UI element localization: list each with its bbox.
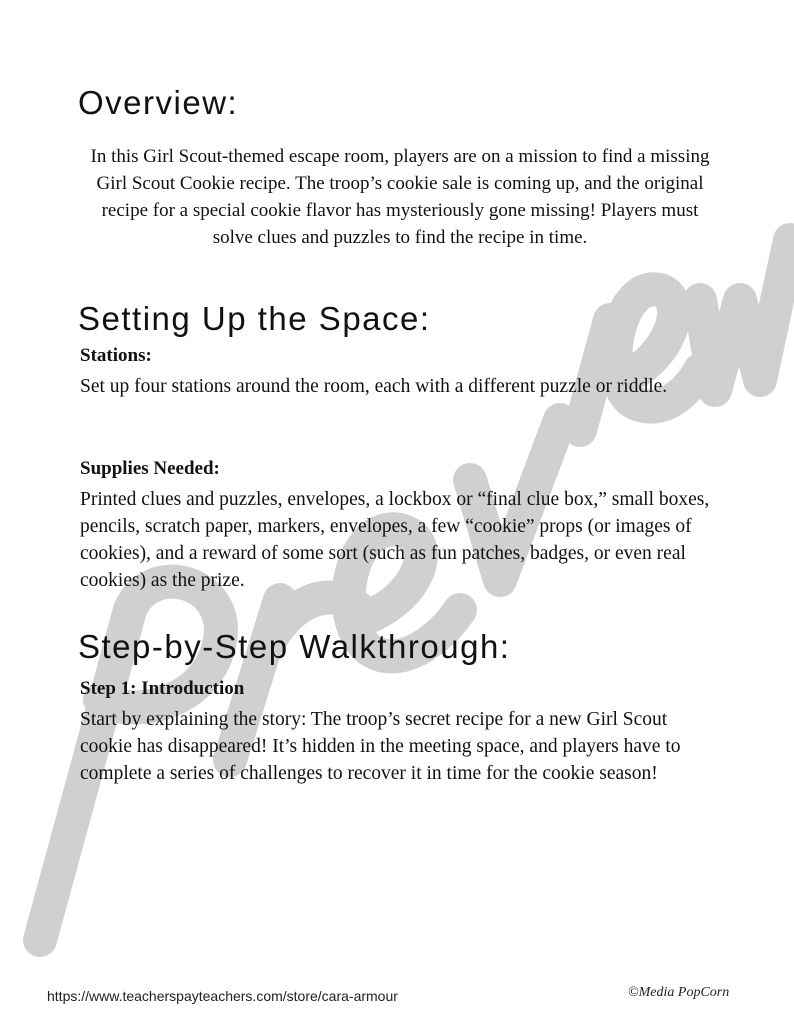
stations-text: Set up four stations around the room, each with a different puzzle or riddle. <box>80 376 668 397</box>
supplies-label: Supplies Needed: <box>80 458 220 479</box>
brand-logo: ©Media PopCorn <box>628 985 730 1000</box>
supplies-text: Printed clues and puzzles, envelopes, a lockbox or “final clue box,” small boxes, pencils, scratch paper, markers, envelopes, a few “cookie” props (or images of cookies), and a reward of some sort (such as fun patches, badges, or even real cookies) as the prize. <box>80 489 710 591</box>
overview-heading: Overview: <box>78 84 239 121</box>
step1-label: Step 1: Introduction <box>80 678 245 699</box>
walkthrough-heading: Step-by-Step Walkthrough: <box>78 628 511 665</box>
stations-label: Stations: <box>80 345 152 366</box>
setup-heading: Setting Up the Space: <box>78 300 431 337</box>
overview-body: In this Girl Scout-themed escape room, players are on a mission to find a missing Girl Scout Cookie recipe. The troop’s cookie sale is coming up, and the original recipe for a special cookie flavor has mysteriously gone missing! Players must solve clues and puzzles to find the recipe in time. <box>90 146 710 248</box>
store-url-link[interactable]: https://www.teacherspayteachers.com/store/cara-armour <box>47 988 398 1004</box>
step1-text: Start by explaining the story: The troop’s secret recipe for a new Girl Scout cookie has disappeared! It’s hidden in the meeting space, and players have to complete a series of challenges to recover it in time for the cookie season! <box>80 709 681 784</box>
